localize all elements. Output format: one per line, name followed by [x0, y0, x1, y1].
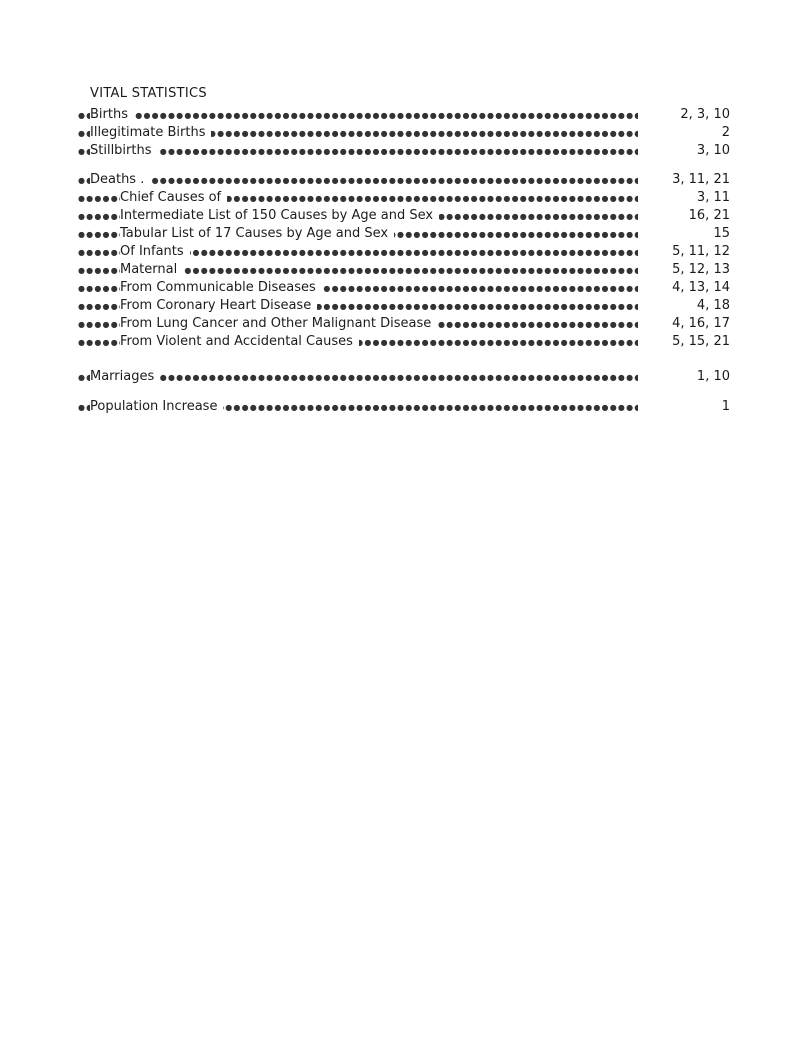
index-entry-of-infants	[90, 243, 730, 261]
entry-pages: 4, 18	[696, 298, 730, 313]
entry-label: From Communicable Diseases	[120, 279, 322, 297]
entry-label: From Violent and Accidental Causes	[120, 333, 359, 351]
entry-pages: 1, 10	[696, 369, 730, 384]
index-entry-illegitimate-births	[90, 124, 730, 142]
index-entry-tabular-list	[90, 225, 730, 243]
index-entry-maternal	[90, 261, 730, 279]
entry-label: Births	[90, 106, 134, 124]
index-entry-lung-cancer	[90, 315, 730, 333]
entry-label: Stillbirths	[90, 142, 158, 160]
page-title: VITAL STATISTICS	[90, 86, 207, 101]
entry-label: Deaths .	[90, 171, 150, 189]
entry-pages: 3, 11, 21	[672, 172, 730, 187]
entry-label: Maternal	[120, 261, 183, 279]
entry-label: Chief Causes of	[120, 189, 227, 207]
entry-pages: 3, 10	[696, 143, 730, 158]
entry-pages: 2, 3, 10	[680, 107, 730, 122]
dot-leader	[78, 142, 638, 161]
entry-label: Tabular List of 17 Causes by Age and Sex	[120, 225, 394, 243]
dot-leader	[78, 171, 638, 190]
entry-label: Illegitimate Births	[90, 124, 211, 142]
entry-pages: 15	[713, 226, 730, 241]
entry-label: From Lung Cancer and Other Malignant Disease	[120, 315, 437, 333]
entry-pages: 2	[721, 125, 730, 140]
entry-pages: 5, 15, 21	[672, 334, 730, 349]
dot-leader	[78, 368, 638, 387]
index-entry-marriages	[90, 368, 730, 386]
entry-label: Of Infants	[120, 243, 190, 261]
entry-pages: 5, 12, 13	[672, 262, 730, 277]
index-entry-births	[90, 106, 730, 124]
entry-label: Marriages	[90, 368, 160, 386]
index-entry-chief-causes	[90, 189, 730, 207]
entry-pages: 5, 11, 12	[672, 244, 730, 259]
entry-label: Population Increase	[90, 398, 223, 416]
index-entry-violent-accidental-causes	[90, 333, 730, 351]
index-entry-population-increase	[90, 398, 730, 416]
index-entry-intermediate-list	[90, 207, 730, 225]
entry-pages: 3, 11	[696, 190, 730, 205]
index-entry-deaths	[90, 171, 730, 189]
index-entry-communicable-diseases	[90, 279, 730, 297]
dot-leader	[78, 106, 638, 125]
index-entry-stillbirths	[90, 142, 730, 160]
entry-label: From Coronary Heart Disease	[120, 297, 317, 315]
entry-pages: 4, 16, 17	[672, 316, 730, 331]
index-entry-coronary-heart-disease	[90, 297, 730, 315]
entry-pages: 1	[721, 399, 730, 414]
entry-pages: 4, 13, 14	[672, 280, 730, 295]
entry-label: Intermediate List of 150 Causes by Age and Sex	[120, 207, 439, 225]
entry-pages: 16, 21	[688, 208, 730, 223]
